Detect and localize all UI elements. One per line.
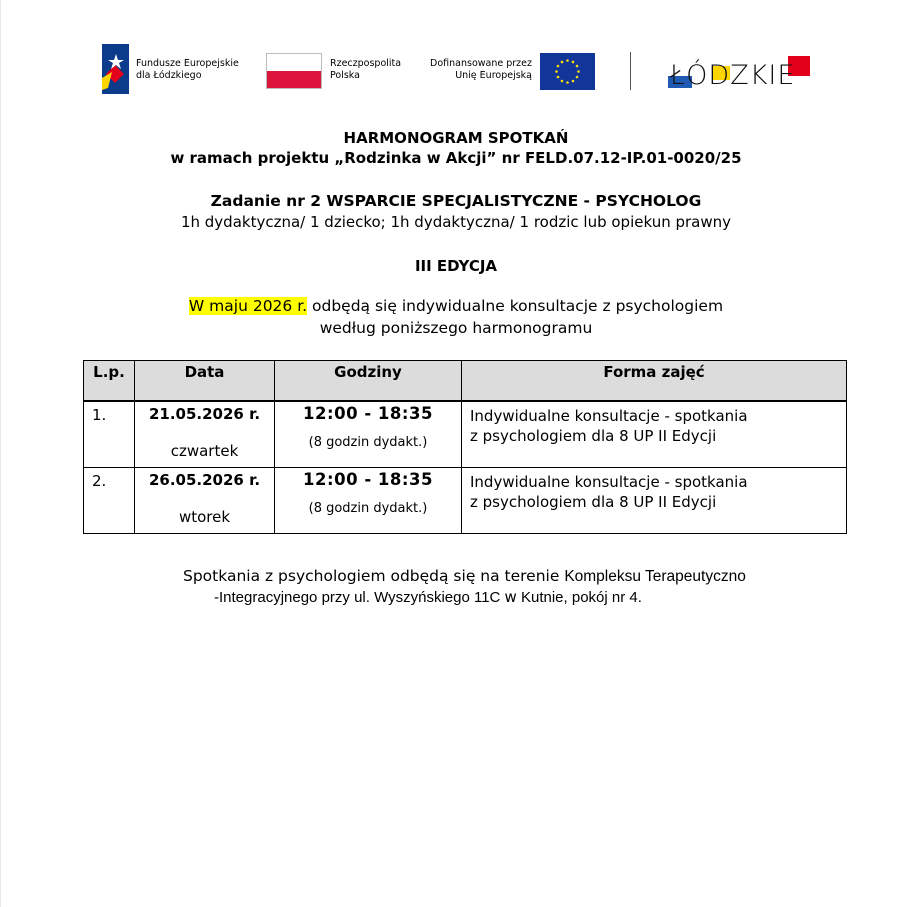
task-line: Zadanie nr 2 WSPARCIE SPECJALISTYCZNE - PSYCHOLOG <box>210 192 702 210</box>
document-title: HARMONOGRAM SPOTKAŃ <box>343 129 569 147</box>
eu-logo-text <box>426 58 532 82</box>
eu-star-icon <box>561 80 564 83</box>
pl-line2: Polska <box>330 70 360 81</box>
eu-flag-icon <box>540 53 595 90</box>
row-lp: 2. <box>84 468 135 534</box>
footer-line1-b: Kompleksu Terapeutyczno <box>564 568 746 585</box>
lodzkie-logo <box>668 56 812 90</box>
eu-star-icon <box>576 65 579 68</box>
eu-line2: Unię Europejską <box>455 70 532 81</box>
eu-star-icon <box>555 70 558 73</box>
footer-line2 <box>214 588 642 606</box>
eu-star-icon <box>561 61 564 64</box>
row-date: 21.05.2026 r. <box>148 405 261 423</box>
row-hours: 12:00 - 18:35 <box>303 470 433 489</box>
table-header-row <box>84 361 847 401</box>
header-hours: Godziny <box>275 361 462 401</box>
poland-flag-icon <box>266 53 322 89</box>
eu-star-icon <box>572 80 575 83</box>
fe-logo-text <box>136 58 239 82</box>
footer-line1-a: Spotkania z psychologiem odbędą się na terenie <box>183 567 565 585</box>
eu-star-icon <box>566 59 569 62</box>
logo-divider <box>630 52 631 90</box>
intro-line1 <box>0 297 912 315</box>
pl-line1: Rzeczpospolita <box>330 58 402 69</box>
row-form-line1: Indywidualne konsultacje - spotkania <box>470 473 748 491</box>
eu-line1: Dofinansowane przez <box>430 58 532 69</box>
poland-logo-text <box>330 58 401 82</box>
row-hours-cell <box>275 402 462 468</box>
header-date: Data <box>135 361 275 401</box>
row-hours-note: (8 godzin dydakt.) <box>308 435 428 450</box>
eu-star-icon <box>566 81 569 84</box>
intro-line2: według poniższego harmonogramu <box>319 319 593 337</box>
row-day: wtorek <box>178 508 231 526</box>
row-form-line2: z psychologiem dla 8 UP II Edycji <box>470 427 717 445</box>
hours-note: 1h dydaktyczna/ 1 dziecko; 1h dydaktyczna/ 1 rodzic lub opiekun prawny <box>180 213 732 231</box>
table-row <box>84 402 847 468</box>
intro-highlight: W maju 2026 r. <box>188 297 308 315</box>
footer-line2-b: w <box>504 588 517 606</box>
fe-line2: dla Łódzkiego <box>136 70 202 81</box>
row-date-cell <box>135 468 275 534</box>
eu-star-icon <box>572 61 575 64</box>
intro-rest: odbędą się indywidualne konsultacje z psychologiem <box>307 297 724 315</box>
header-lp: L.p. <box>84 361 135 401</box>
edition-line: III EDYCJA <box>414 257 498 275</box>
eu-star-icon <box>577 70 580 73</box>
eu-star-icon <box>576 76 579 79</box>
lodzkie-wordmark: ŁÓDZKIE <box>670 60 796 91</box>
table-row <box>84 468 847 534</box>
schedule-table <box>83 360 847 534</box>
row-hours-note: (8 godzin dydakt.) <box>308 501 428 516</box>
row-hours: 12:00 - 18:35 <box>303 404 433 423</box>
row-form-cell <box>462 468 847 534</box>
fe-logo-icon <box>102 44 129 94</box>
logo-strip <box>100 44 812 96</box>
header-form: Forma zajęć <box>462 361 847 401</box>
fe-line1: Fundusze Europejskie <box>136 58 239 69</box>
footer-line2-a: -Integracyjnego przy ul. Wyszyńskiego 11C <box>214 589 505 606</box>
row-day: czwartek <box>170 442 239 460</box>
row-hours-cell <box>275 468 462 534</box>
footer-line2-c: Kutnie, pokój nr 4. <box>516 589 642 606</box>
row-form-line1: Indywidualne konsultacje - spotkania <box>470 407 748 425</box>
footer-line1 <box>183 567 746 586</box>
eu-star-icon <box>557 76 560 79</box>
row-form-cell <box>462 402 847 468</box>
row-lp: 1. <box>84 402 135 468</box>
row-form-line2: z psychologiem dla 8 UP II Edycji <box>470 493 717 511</box>
project-line: w ramach projektu „Rodzinka w Akcji” nr FELD.07.12-IP.01-0020/25 <box>170 149 742 167</box>
row-date-cell <box>135 402 275 468</box>
eu-star-icon <box>557 65 560 68</box>
row-date: 26.05.2026 r. <box>148 471 261 489</box>
